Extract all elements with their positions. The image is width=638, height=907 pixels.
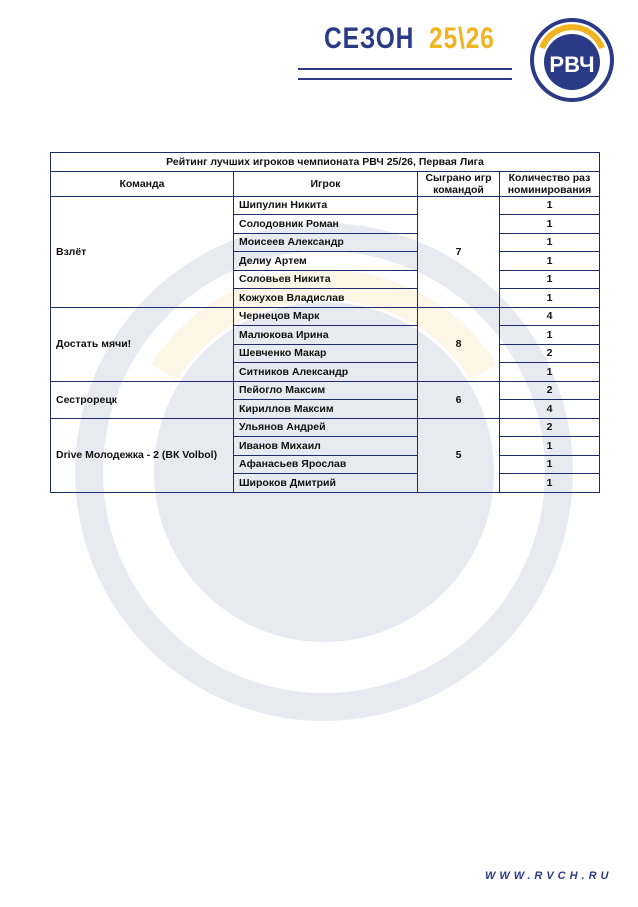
- player-name: Солодовник Роман: [234, 215, 418, 234]
- player-name: Ульянов Андрей: [234, 418, 418, 437]
- table-title: Рейтинг лучших игроков чемпионата РВЧ 25/26, Первая Лига: [51, 153, 600, 172]
- nomination-count: 1: [500, 270, 600, 289]
- player-name: Кожухов Владислав: [234, 289, 418, 308]
- header-rule-bottom: [298, 78, 512, 80]
- season-heading: [324, 22, 495, 56]
- player-name: Кириллов Максим: [234, 400, 418, 419]
- nomination-count: 1: [500, 455, 600, 474]
- player-name: Чернецов Марк: [234, 307, 418, 326]
- table-title-row: [51, 153, 600, 172]
- nomination-count: 2: [500, 381, 600, 400]
- games-played: 6: [418, 381, 500, 418]
- nomination-count: 4: [500, 400, 600, 419]
- col-header-player: Игрок: [234, 171, 418, 196]
- player-name: Шипулин Никита: [234, 196, 418, 215]
- season-years: 25\26: [429, 22, 495, 55]
- nomination-count: 1: [500, 363, 600, 382]
- nomination-count: 1: [500, 196, 600, 215]
- table-row: [51, 381, 600, 400]
- team-name: Достать мячи!: [51, 307, 234, 381]
- website-url: WWW.RVCH.RU: [485, 870, 613, 882]
- table-row: [51, 418, 600, 437]
- player-name: Ситников Александр: [234, 363, 418, 382]
- games-played: 8: [418, 307, 500, 381]
- player-name: Иванов Михаил: [234, 437, 418, 456]
- col-header-games: Сыграно игр командой: [418, 171, 500, 196]
- nomination-count: 1: [500, 474, 600, 493]
- nomination-count: 1: [500, 437, 600, 456]
- nomination-count: 1: [500, 289, 600, 308]
- table-row: [51, 307, 600, 326]
- nomination-count: 1: [500, 326, 600, 345]
- nomination-count: 2: [500, 418, 600, 437]
- player-name: Пейогло Максим: [234, 381, 418, 400]
- season-word: СЕЗОН: [324, 22, 415, 55]
- nomination-count: 4: [500, 307, 600, 326]
- team-name: Drive Молодежка - 2 (ВК Volbol): [51, 418, 234, 492]
- player-name: Широков Дмитрий: [234, 474, 418, 493]
- team-name: Сестрорецк: [51, 381, 234, 418]
- col-header-team: Команда: [51, 171, 234, 196]
- col-header-count: Количество раз номинирования: [500, 171, 600, 196]
- rvch-logo: [530, 18, 614, 102]
- nomination-count: 1: [500, 215, 600, 234]
- player-name: Афанасьев Ярослав: [234, 455, 418, 474]
- player-name: Шевченко Макар: [234, 344, 418, 363]
- player-name: Малюкова Ирина: [234, 326, 418, 345]
- player-name: Соловьев Никита: [234, 270, 418, 289]
- players-rating-table: [50, 152, 600, 493]
- table-header-row: [51, 171, 600, 196]
- team-name: Взлёт: [51, 196, 234, 307]
- games-played: 7: [418, 196, 500, 307]
- nomination-count: 1: [500, 252, 600, 271]
- table-row: [51, 196, 600, 215]
- logo-text: РВЧ: [549, 52, 595, 77]
- games-played: 5: [418, 418, 500, 492]
- nomination-count: 2: [500, 344, 600, 363]
- nomination-count: 1: [500, 233, 600, 252]
- player-name: Делиу Артем: [234, 252, 418, 271]
- header-rule-top: [298, 68, 512, 70]
- player-name: Моисеев Александр: [234, 233, 418, 252]
